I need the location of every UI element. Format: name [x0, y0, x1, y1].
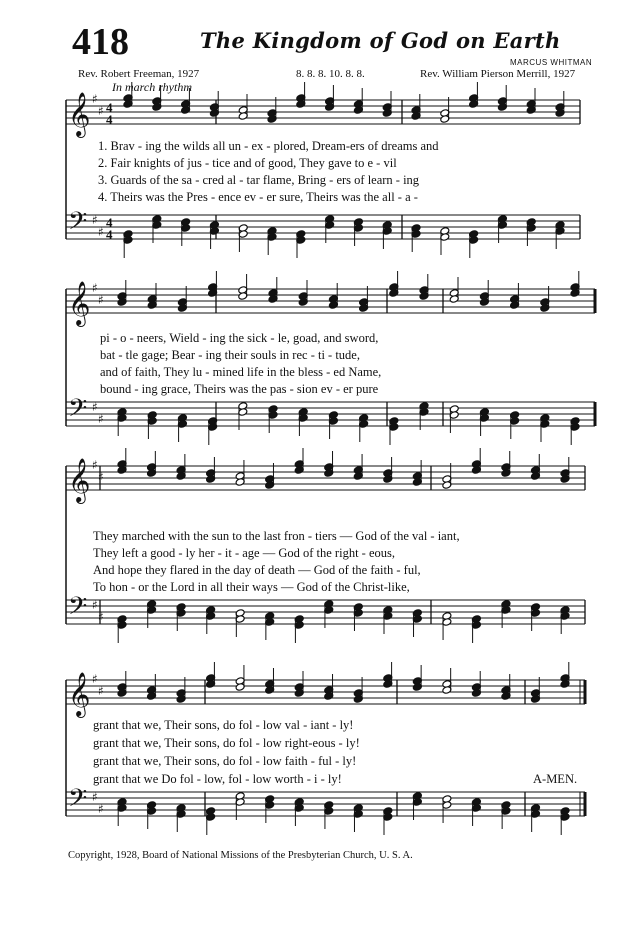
treble-clef: 𝄞	[68, 672, 91, 716]
treble-clef: 𝄞	[68, 92, 91, 136]
tune-composer: MARCUS WHITMAN	[510, 58, 593, 67]
lyric-line: 1. Brav - ing the wilds all un - ex - plored, Dream-ers of dreams and	[98, 139, 439, 153]
sharp-icon: ♯	[92, 92, 98, 106]
hymn-title: The Kingdom of God on Earth	[200, 28, 561, 53]
time-signature-top: 4	[106, 100, 113, 115]
time-signature-top: 4	[106, 215, 113, 230]
lyric-line: pi - o - neers, Wield - ing the sick - le, goad, and sword,	[100, 331, 379, 345]
time-signature-bottom: 4	[106, 227, 113, 242]
lyric-line: 2. Fair knights of jus - tice and of good, They gave to e - vil	[98, 156, 397, 170]
treble-clef: 𝄞	[68, 458, 91, 502]
sharp-icon: ♯	[98, 610, 104, 624]
amen: A-MEN.	[533, 772, 578, 786]
text-author: Rev. Robert Freeman, 1927	[78, 68, 200, 80]
sharp-icon: ♯	[92, 458, 98, 472]
tempo-marking: In march rhythm	[112, 80, 192, 94]
sharp-icon: ♯	[92, 281, 98, 295]
lyric-line: grant that we, Their sons, do fol - low faith - ful - ly!	[93, 754, 357, 768]
bass-clef: 𝄢	[68, 394, 88, 429]
lyric-line: They marched with the sun to the last fron - tiers — God of the val - iant,	[93, 529, 460, 543]
sharp-icon: ♯	[92, 598, 98, 612]
sharp-icon: ♯	[92, 672, 98, 686]
lyric-line: grant that we Do fol - low, fol - low worth - i - ly!	[93, 772, 342, 786]
sharp-icon: ♯	[98, 684, 104, 698]
music-arranger: Rev. William Pierson Merrill, 1927	[420, 68, 576, 80]
meter: 8. 8. 8. 10. 8. 8.	[296, 68, 365, 80]
sharp-icon: ♯	[98, 293, 104, 307]
sharp-icon: ♯	[98, 104, 104, 118]
bass-clef: 𝄢	[68, 784, 88, 819]
sharp-icon: ♯	[98, 412, 104, 426]
lyric-line: They left a good - ly her - it - age — God of the right - eous,	[93, 546, 395, 560]
lyric-line: grant that we, Their sons, do fol - low right-eous - ly!	[93, 736, 360, 750]
lyric-line: bat - tle gage; Bear - ing their souls in rec - ti - tude,	[100, 348, 360, 362]
bass-clef: 𝄢	[68, 207, 88, 242]
sharp-icon: ♯	[92, 400, 98, 414]
bass-clef: 𝄢	[68, 592, 88, 627]
lyric-line: 4. Theirs was the Pres - ence ev - er sure, Theirs was the all - a -	[98, 190, 418, 204]
lyric-line: To hon - or the Lord in all their ways — God of the Christ-like,	[93, 580, 410, 594]
sharp-icon: ♯	[98, 802, 104, 816]
lyric-line: bound - ing grace, Theirs was the pas - sion ev - er pure	[100, 382, 379, 396]
lyric-line: grant that we, Their sons, do fol - low val - iant - ly!	[93, 718, 354, 732]
lyric-line: And hope they flared in the day of death — God of the faith - ful,	[93, 563, 421, 577]
treble-clef: 𝄞	[68, 281, 91, 325]
lyric-line: and of faith, They lu - mined life in the bless - ed Name,	[100, 365, 382, 379]
copyright-notice: Copyright, 1928, Board of National Missions of the Presbyterian Church, U. S. A.	[68, 850, 413, 861]
time-signature-bottom: 4	[106, 112, 113, 127]
sharp-icon: ♯	[92, 213, 98, 227]
hymn-number: 418	[72, 21, 129, 63]
sharp-icon: ♯	[92, 790, 98, 804]
sharp-icon: ♯	[98, 225, 104, 239]
lyric-line: 3. Guards of the sa - cred al - tar flame, Bring - ers of learn - ing	[98, 173, 420, 187]
sharp-icon: ♯	[98, 470, 104, 484]
